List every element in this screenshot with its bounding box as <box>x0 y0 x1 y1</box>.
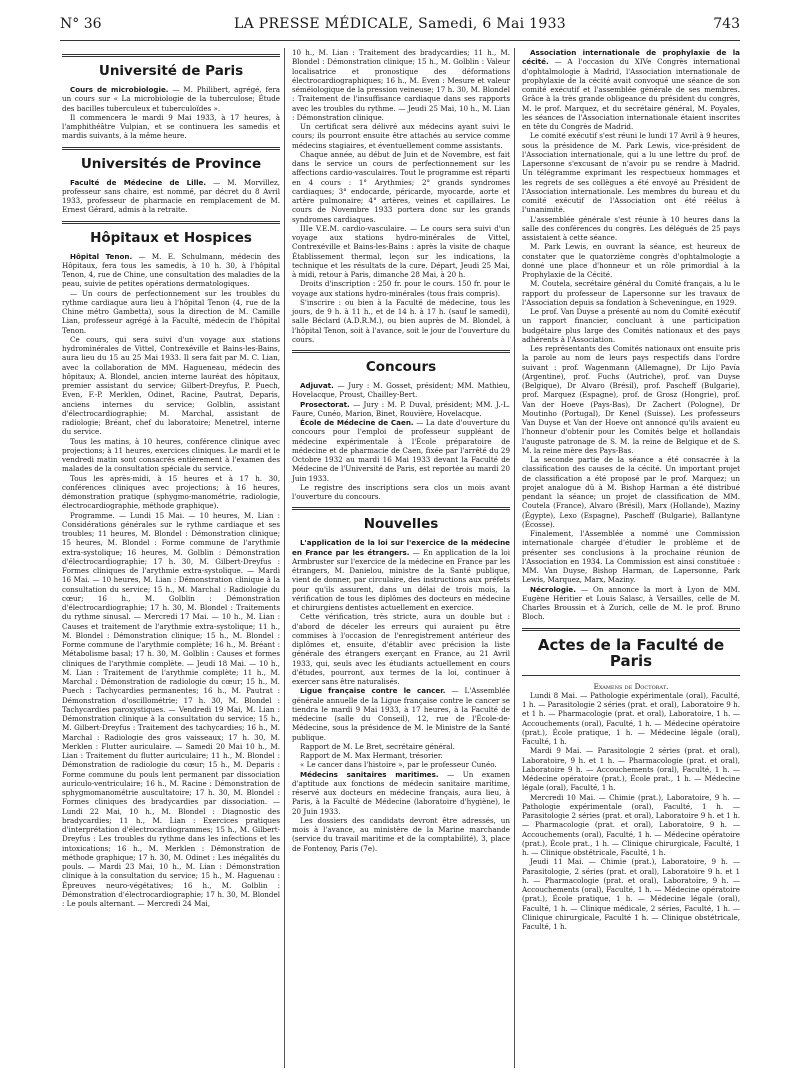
paragraph: Chaque année, au début de Juin et de Novembre, est fait dans le service un cours de perfectionnement sur les affections cardio-vasculaires. Tout le programme est réparti en 4 cours : 1° Arythmies; 2° grands syndromes cardiaques; 3° endocarde, péricarde, myocarde, aorte et artère pulmonaire; 4° artères, veines et capillaires. Le cours de Novembre 1933 portera donc sur les grands syndromes cardiaques. <box>292 149 510 224</box>
column-1 <box>62 48 280 908</box>
paragraph: IIIe V.E.M. cardio-vasculaire. — Le cours sera suivi d'un voyage aux stations hydro-minérales de Vittel, Contrexéville et Bains-les-Bains : après la visite de chaque Établissement thermal, leçon sur les indications, la technique et les résultats de la cure. Départ, Jeudi 25 Mai, à midi, retour à Paris, dimanche 28 Mai, à 20 h. <box>292 223 510 279</box>
paragraph: Tous les après-midi, à 15 heures et à 17 h. 30, conférences cliniques avec projections; à 16 heures, démonstration pratique (sphygmo-manométrie, radiologie, électrocardiographie, méthode graphique). <box>62 473 280 511</box>
item-lead: Ligue française contre le cancer. <box>300 686 446 696</box>
column-3 <box>522 48 740 931</box>
item-lead: École de Médecine de Caen. <box>300 418 414 427</box>
section-title-nouvelles: Nouvelles <box>363 516 439 533</box>
paragraph: — Jury : M. Gosset, président; MM. Mathieu, Hovelacque, Proust, Chailley-Bert. <box>292 381 510 400</box>
paragraph: Rapport de M. Max Hermant, trésorier. <box>300 751 443 760</box>
section-rule <box>62 54 280 57</box>
paragraph: — Un examen d'aptitude aux fonctions de médecin sanitaire maritime, réservé aux docteurs en médecine français, aura lieu, à Paris, à la Faculté de Médecine (laboratoire d'hygiène), le 20 Juin 1933. <box>292 769 510 816</box>
column-divider <box>284 48 285 1068</box>
page-number: 743 <box>713 16 740 32</box>
item-lead: Médecins sanitaires maritimes. <box>300 769 439 779</box>
paragraph: Jeudi 11 Mai. — Chimie (prat.), Laboratoire, 9 h. — Parasitologie, 2 séries (prat. et oral), Laboratoire 9 h. et 1 h. — Pharmacologie (prat. et oral), Laboratoire, 9 h. — Accouchements (oral), Faculté, 1 h. — Médecine opératoire (prat.), École pratique, 1 h. — Médecine légale (oral), Faculté, 1 h. — Clinique médicale, 2 séries, Faculté, 1 h. — Clinique chirurgicale, Faculté 1 h. — Clinique obstétricale, Faculté, 1 h. <box>522 857 740 931</box>
paragraph: L'assemblée générale s'est réunie à 10 heures dans la salle des conférences du congrès. Les délégués de 25 pays assistaient à cette séance. <box>522 214 740 242</box>
section-rule <box>522 628 740 631</box>
paragraph: Finalement, l'Assemblée a nommé une Commission internationale chargée d'étudier le problème et de présenter ses conclusions à la prochaine réunion de l'Association en 1934. La Commission est ainsi constituée : MM. Van Duyse, Bishop Harman, de Lapersonne, Park Lewis, Marquez, Marx, Maziny. <box>522 529 740 585</box>
paragraph: Mardi 9 Mai. — Parasitologie 2 séries (prat. et oral), Laboratoire, 9 h. et 1 h. — Pharmacologie (prat. et oral), Laboratoire 9 h. — Accouchements (oral), Faculté, 1 h. — Médecine opératoire (prat.), École prat., 1 h. — Médecine légale (oral), Faculté, 1 h. <box>522 746 740 793</box>
column-divider <box>514 48 515 1068</box>
paragraph: — M. E. Schulmann, médecin des Hôpitaux, fera tous les samedis, à 10 h. 30, à l'hôpital Tenon, 4, rue de Chine, une consultation des maladies de la peau, suivie de petites opérations dermatologiques. <box>62 251 281 289</box>
paragraph: 10 h., M. Lian : Traitement des bradycardies; 11 h., M. Blondel : Démonstration clinique; 15 h., M. Golblin : Valeur localisatrice et pronostique des déformations électrocardiographiques; 16 h., M. Even : Mesure et valeur séméiologique de la pression veineuse; 17 h. 30, M. Blondel : Traitement de l'insuffisance cardiaque dans ses rapports avec les troubles du rythme. — Jeudi 25 Mai, 10 h., M. Lian : Démonstration clinique. <box>292 48 510 122</box>
running-header <box>60 14 740 36</box>
paragraph: Droits d'inscription : 250 fr. pour le cours. 150 fr. pour le voyage aux stations hydro-minérales (tous frais compris). <box>292 279 510 298</box>
paragraph: M. Coutela, secrétaire général du Comité français, a lu le rapport du professeur de Lapersonne sur les travaux de l'Association depuis sa fondation à Scheveningue, en 1929. <box>522 279 740 307</box>
paragraph: Un certificat sera délivré aux médecins ayant suivi le cours; ils pourront ensuite être attachés au service comme médecins stagiaires, et éventuellement comme assistants. <box>292 122 510 150</box>
paragraph: — L'Assemblée générale annuelle de la Ligue française contre le cancer se tiendra le mardi 9 Mai 1933, à 17 heures, à la Faculté de médecine (salle du Conseil), 12, rue de l'École-de-Médecine, sous la présidence de M. le Ministre de la Santé publique. <box>292 686 510 742</box>
paragraph: « Le cancer dans l'histoire », par le professeur Cunéo. <box>300 760 497 770</box>
paragraph: — La date d'ouverture du concours pour l'emploi de professeur suppléant de médecine expérimentale à l'École préparatoire de médecine et de pharmacie de Caen, fixée par l'arrêté du 29 Octobre 1932 au mardi 16 Mai 1933 devant la Faculté de Médecine de l'Université de Paris, est reportée au mardi 20 Juin 1933. <box>292 418 510 483</box>
subheading-examens: Examens de Doctorat. <box>593 681 669 691</box>
section-rule <box>62 221 280 224</box>
section-rule <box>292 350 510 353</box>
paragraph: Les dossiers des candidats devront être adressés, un mois à l'avance, au ministère de la Marine marchande (service du travail maritime et de la comptabilité), 3, place de Fontenoy, Paris (7e). <box>292 815 510 853</box>
section-rule <box>62 147 280 150</box>
item-lead: L'application de la loi sur l'exercice de la médecine en France par les étrangers. <box>292 538 510 557</box>
paragraph: Cette vérification, très stricte, aura un double but : d'abord de déceler les erreurs qui auraient pu être commises à l'occasion de l'enregistrement antérieur des diplômes et, ensuite, d'établir avec précision la liste générale des étrangers exerçant en France, au 21 Avril 1933, qui, seuls avec les étudiants actuellement en cours d'études, pourront, aux termes de la loi, continuer à exercer sans être naturalisés. <box>292 612 510 686</box>
item-lead: Faculté de Médecine de Lille. <box>70 177 207 187</box>
paragraph: Mercredi 10 Mai. — Chimie (prat.), Laboratoire, 9 h. — Pathologie expérimentale (oral), Faculté, 1 h. — Parasitologie 2 séries (prat. et oral), Laboratoire 9 h. et 1 h. — Pharmacologie (prat. et oral), Laboratoire, 9 h. — Accouchements (oral), Faculté, 1 h. — Médecine opératoire (prat.), École prat., 1 h. — Clinique chirurgicale, Faculté, 1 h. — Clinique obstétricale, Faculté, 1 h. <box>522 792 740 857</box>
paragraph: Le registre des inscriptions sera clos un mois avant l'ouverture du concours. <box>292 482 510 501</box>
paragraph: — M. Morvillez, professeur sans chaire, est nommé, par décret du 8 Avril 1933, professeur de pharmacie en remplacement de M. Ernest Gérard, admis à la retraite. <box>62 177 280 215</box>
paragraph: Le comité exécutif s'est réuni le lundi 17 Avril à 9 heures, sous la présidence de M. Park Lewis, vice-président de l'Association internationale, qui a lu une lettre du prof. de Lapersonne s'excusant de n'avoir pu se rendre à Madrid. Un télégramme exprimant les respectueux hommages et les regrets de ses collègues a été envoyé au Président de l'Association internationale. Les membres du bureau et du comité exécutif de l'Association ont été réélus à l'unanimité. <box>522 131 740 215</box>
issue-number: N° 36 <box>60 16 102 32</box>
section-title-universite-paris: Université de Paris <box>98 63 244 79</box>
paragraph: S'inscrire : ou bien à la Faculté de médecine, tous les jours, de 9 h. à 11 h., et de 14 h. à 17 h. (sauf le samedi), salle Béclard (A.D.R.M.), ou bien auprès de M. Blondel, à l'hôpital Tenon, soit à l'avance, soit le jour de l'ouverture du cours. <box>292 297 510 344</box>
paragraph: — M. Philibert, agrégé, fera un cours sur « La microbiologie de la tuberculose; Étude des bacilles tuberculeux et tuberculoïdes ». <box>62 85 280 113</box>
item-lead: Association internationale de prophylaxie de la cécité. <box>522 48 740 67</box>
item-lead: Prosectorat. <box>300 399 350 409</box>
item-lead: Nécrologie. <box>530 584 576 594</box>
paragraph: Tous les matins, à 10 heures, conférence clinique avec projections; à 11 heures, exercices cliniques. Le mardi et le vendredi matin sont consacrés entièrement à l'examen des malades de la consultation spéciale du service. <box>62 436 280 474</box>
section-title-universites-province: Universités de Province <box>80 155 262 172</box>
paragraph: Le prof. Van Duyse a présenté au nom du Comité exécutif un rapport financier, concluant à une participation budgétaire plus large des Comités nationaux et des pays adhérents à l'Association. <box>522 307 740 344</box>
paragraph: — En application de la loi Armbruster sur l'exercice de la médecine en France par les étrangers, M. Danielou, ministre de la Santé publique, vient de donner, par circulaire, des instructions aux préfets pour qu'ils assurent, dans un délai de trois mois, la vérification de tous les diplômes des docteurs en médecine et chirurgiens dentistes actuellement en exercice. <box>292 547 510 612</box>
paragraph: — On annonce la mort à Lyon de MM. Eugène Héritier et Louis Salasc, à Versailles, celle de M. Charles Broussin et à Zurich, celle de M. le prof. Bruno Bloch. <box>522 584 740 622</box>
paragraph: La seconde partie de la séance a été consacrée à la classification des causes de la cécité. Un important projet de classification a été proposé par le prof. Marquez; un projet analogue dû à M. Bishop Harman a été distribué pendant la séance; un projet de classification de MM. Coutela (France), Alvaro (Brésil), Marx (Hollande), Maziny (Égypte), Lexo (Espagne), Pascheff (Bulgarie), Ballantyne (Écosse). <box>522 455 740 529</box>
item-lead: Cours de microbiologie. <box>70 85 169 94</box>
item-lead: Hôpital Tenon. <box>70 251 133 261</box>
paragraph: Ce cours, qui sera suivi d'un voyage aux stations hydrominérales de Vittel, Contrexéville et Bains-les-Bains, aura lieu du 15 au 25 Mai 1933. Il sera fait par M. C. Lian, avec la collaboration de MM. Hagueneau, médecin des hôpitaux; A. Blondel, ancien interne lauréat des hôpitaux, premier assistant du service; Gilbert-Dreyfus, P. Puech, Even, F.-P. Merklen, Odinet, Racine, Pautrat, Deparis, anciens internes du service; Golblin, assistant d'électrocardiographie; M. Marchal, assistant de radiologie; Bréant, chef du laboratoire; Menetrel, interne du service. <box>62 334 280 437</box>
section-rule <box>292 507 510 510</box>
column-2 <box>292 48 510 853</box>
item-lead: Adjuvat. <box>300 381 334 390</box>
paragraph: Lundi 8 Mai. — Pathologie expérimentale (oral), Faculté, 1 h. — Parasitologie 2 séries (prat. et oral), Laboratoire 9 h. et 1 h. — Pharmacologie (prat. et oral), Laboratoire, 1 h. — Accouchements (oral), Faculté, 1 h. — Médecine opératoire (prat.), École pratique, 1 h. — Médecine légale (oral), Faculté, 1 h. <box>522 690 740 746</box>
paragraph: Programme. — Lundi 15 Mai. — 10 heures, M. Lian : Considérations générales sur le rythme cardiaque et ses troubles; 11 heures, M. Blondel : Démonstration clinique; 15 heures, M. Blondel : Forme commune de l'arythmie extra-systolique; 16 heures, M. Golblin : Démonstration d'électrocardiographie; 17 h. 30, M. Gilbert-Dreyfus : Formes cliniques de l'arythmie extra-systolique. — Mardi 16 Mai. — 10 heures, M. Lian : Démonstration clinique à la consultation du service; 15 h., M. Marchal : Radiologie du cœur; 16 h., M. Golblin : Démonstration d'électrocardiographie; 17 h. 30, M. Blondel : Traitements du rythme sinusal. — Mercredi 17 Mai. — 10 h., M. Lian : Causes et traitement de l'arythmie extra-systolique; 11 h., M. Blondel : Démonstration clinique; 15 h., M. Blondel : Forme commune de l'arythmie complète; 16 h., M. Bréant : Métabolisme basal; 17 h. 30, M. Golblin : Causes et formes cliniques de l'arythmie complète. — Jeudi 18 Mai. — 10 h., M. Lian : Traitement de l'arythmie complète; 11 h., M. Marchal : Démonstration de radiologie du cœur; 15 h., M. Puech : Tachycardies permanentes; 16 h., M. Pautrat : Démonstration d'oscillométrie; 17 h. 30, M. Blondel : Tachycardies paroxystiques. — Vendredi 19 Mai, M. Lian : Démonstration clinique à la consultation du service; 15 h., M. Gilbert-Dreyfus : Traitement des tachycardies; 16 h., M. Marchal : Radiologie des gros vaisseaux; 17 h. 30, M. Merklen : Flutter auriculaire. — Samedi 20 Mai 10 h., M. Lian : Traitement du flutter auriculaire; 11 h., M. Blondel : Démonstration de radiologie du cœur; 15 h., M. Deparis : Forme commune du pouls lent permanent par dissociation auriculo-ventriculaire; 16 h., M. Racine : Démonstration de sphygmomanométrie auscultatoire; 17 h. 30, M. Blondel : Formes cliniques des bradycardies par dissociation. — Lundi 22 Mai, 10 h., M. Blondel : Diagnostic des bradycardies; 11 h., M. Lian : Exercices pratiques d'interprétation d'électrocardiogrammes; 15 h., M. Gilbert-Dreyfus : Les troubles du rythme dans les infections et les intoxications; 16 h., M. Merklen : Démonstration de méthode graphique; 17 h. 30, M. Odinet : Les inégalités du pouls. — Mardi 23 Mai, 10 h., M. Lian : Démonstration clinique à la consultation du service; 15 h., M. Haguenau : Épreuves neuro-végétatives; 16 h., M. Golblin : Démonstration d'électrocardiographie; 17 h. 30, M. Blondel : Le pouls alternant. — Mercredi 24 Mai, <box>62 510 280 908</box>
section-title-concours: Concours <box>365 359 437 375</box>
paragraph: Rapport de M. Le Bret, secrétaire général. <box>300 741 455 751</box>
paragraph: — Un cours de perfectionnement sur les troubles du rythme cardiaque aura lieu à l'hôpital Tenon (4, rue de la Chine métro Gambetta), sous la direction de M. Camille Lian, professeur agrégé à la Faculté, médecin de l'hôpital Tenon. <box>62 288 280 335</box>
section-rule <box>522 675 740 676</box>
section-title-hopitaux: Hôpitaux et Hospices <box>90 229 252 246</box>
paragraph: Il commencera le mardi 9 Mai 1933, à 17 heures, à l'amphithéâtre Vulpian, et se continuera les samedis et mardis suivants, à la même heure. <box>62 112 280 141</box>
paragraph: — Jury : M. P. Duval, président; MM. J.-L. Faure, Cunéo, Marion, Binet, Rouvière, Hovelacque. <box>292 399 510 418</box>
paragraph: Les représentants des Comités nationaux ont ensuite pris la parole au nom de leurs pays respectifs dans l'ordre suivant : prof. Wagenmann (Allemagne), Dr Lijo Pavía (Argentine), prof. Fuchs (Autriche), prof. van Duyse (Belgique), Dr Alvaro (Brésil), prof. Pascheff (Bulgarie), prof. Marquez (Espagne), prof. de Grosz (Hongrie), prof. Van der Hoeve (Pays-Bas), Dr Zachert (Pologne), Dr Moutinho (Portugal), Dr Kenel (Suisse). Les professeurs Van Duyse et Van der Hoeve ont annoncé qu'ils avaient eu l'honneur d'obtenir pour les Comités belge et hollandais l'auguste patronage de S. M. la reine de Belgique et de S. M. la reine mère des Pays-Bas. <box>522 344 740 455</box>
journal-title: LA PRESSE MÉDICALE, Samedi, 6 Mai 1933 <box>233 16 567 32</box>
paragraph: M. Park Lewis, en ouvrant la séance, est heureux de constater que le quatorzième congrès d'ophtalmologie a donné une place d'honneur et un rôle primordial à la Prophylaxie de la Cécité. <box>522 242 740 279</box>
paragraph: — A l'occasion du XIVe Congrès international d'ophtalmologie à Madrid, l'Association internationale de prophylaxie de la cécité avait convoqué une séance de son comité exécutif et l'assemblée générale de ses membres. Grâce à la très grande obligeance du président du congrès, M. le prof. Marquez, et du secrétaire général, M. Poyales, les séances de l'Association internationale étaient inscrites en tête du Congrès de Madrid. <box>522 57 740 131</box>
section-title-actes: Actes de la Faculté de Paris <box>537 635 725 670</box>
header-rule <box>60 40 740 41</box>
